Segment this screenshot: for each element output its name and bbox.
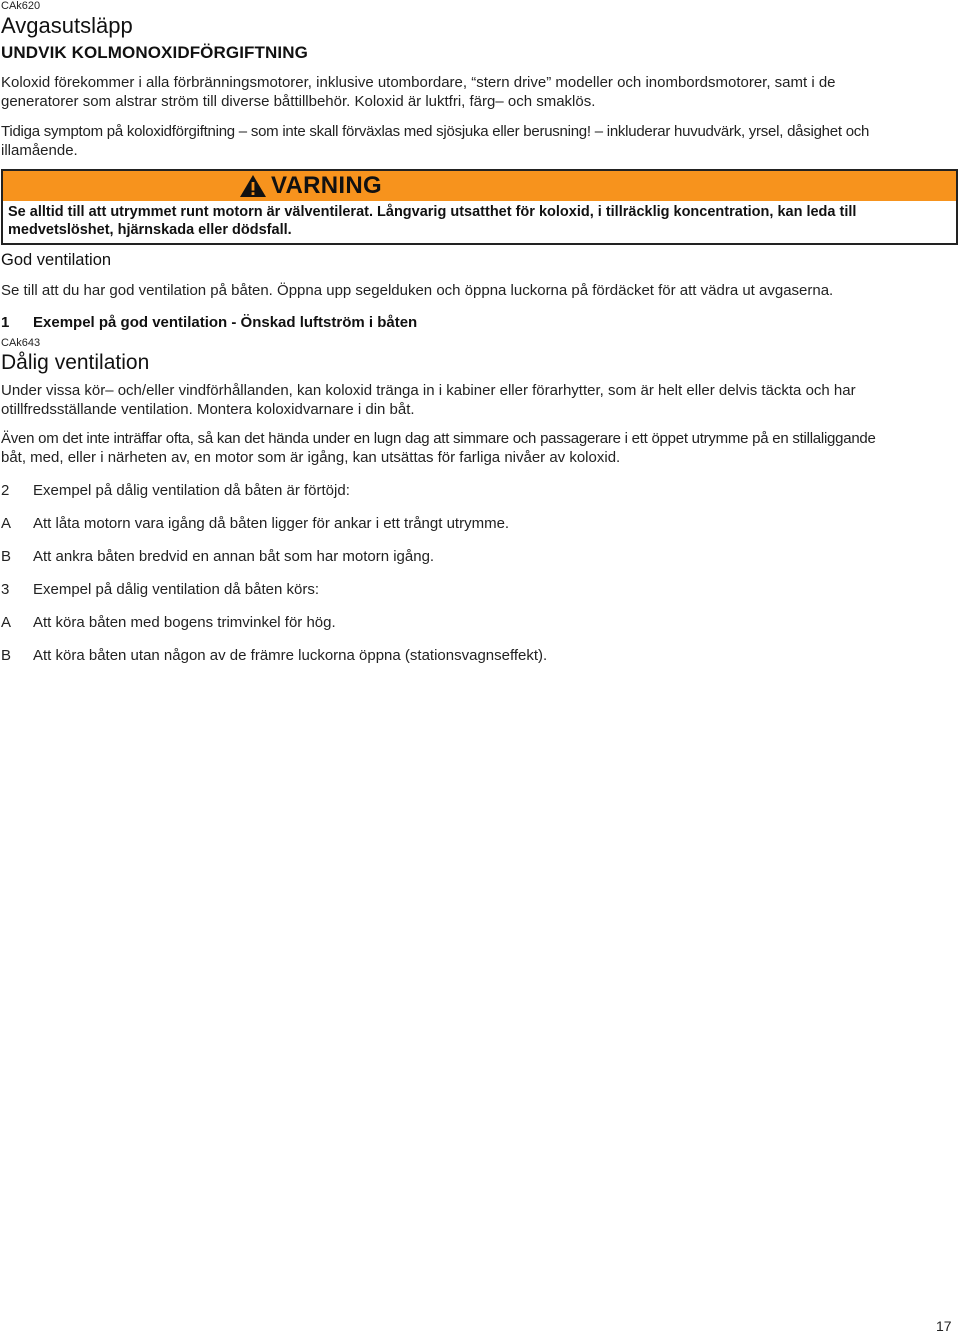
list-item [1, 614, 336, 631]
paragraph-line: Även om det inte inträffar ofta, så kan det hända under en lugn dag att simmare och passagerare i ett öppet utrymme på en stillaliggande [1, 430, 876, 447]
warning-line: medvetslöshet, hjärnskada eller dödsfall. [8, 222, 292, 238]
paragraph-line: otillfredsställande ventilation. Montera koloxidvarnare i din båt. [1, 401, 415, 418]
list-item [1, 581, 319, 598]
list-text: Att låta motorn vara igång då båten ligger för ankar i ett trångt utrymme. [33, 515, 510, 532]
list-item [1, 482, 350, 499]
list-text: Att köra båten utan någon av de främre luckorna öppna (stationsvagnseffekt). [33, 647, 548, 664]
paragraph-line: illamående. [1, 142, 78, 159]
section-title: Dålig ventilation [1, 351, 150, 374]
section-code: CAk620 [1, 0, 41, 12]
section-subtitle: UNDVIK KOLMONOXIDFÖRGIFTNING [1, 43, 308, 62]
good-ventilation-text: Se till att du har god ventilation på båten. Öppna upp segelduken och öppna luckorna på fördäcket för att vädra ut avgaserna. [1, 282, 834, 299]
paragraph-line: båt, med, eller i närheten av, en motor som är igång, kan utsättas för farliga nivåer av koloxid. [1, 449, 621, 466]
list-text: Att köra båten med bogens trimvinkel för hög. [33, 614, 336, 631]
paragraph-line: Under vissa kör– och/eller vindförhållanden, kan koloxid tränga in i kabiner eller förarhytter, som är helt eller delvis täckta och har [1, 382, 856, 399]
figure-caption-1 [1, 314, 417, 331]
warning-triangle-icon [239, 174, 267, 198]
page-number: 17 [936, 1318, 952, 1334]
list-item [1, 515, 509, 532]
list-marker: B [1, 548, 12, 565]
list-text: Att ankra båten bredvid en annan båt som har motorn igång. [33, 548, 435, 565]
warning-title-wrap [239, 172, 382, 200]
list-marker: A [1, 614, 12, 631]
list-marker: A [1, 515, 12, 532]
paragraph-line: Koloxid förekommer i alla förbränningsmotorer, inklusive utombordare, “stern drive” modeller och inombordsmotorer, samt i de [1, 74, 836, 91]
warning-line: Se alltid till att utrymmet runt motorn är välventilerat. Långvarig utsatthet för koloxid, i tillräcklig koncentration, kan leda till [8, 204, 857, 220]
list-text: Exempel på dålig ventilation då båten körs: [33, 581, 320, 598]
warning-text [8, 203, 953, 239]
paragraph-line: Tidiga symptom på koloxidförgiftning – som inte skall förväxlas med sjösjuka eller berusning! – inkluderar huvudvärk, yrsel, dåsighet och [1, 123, 870, 140]
list-marker: 3 [1, 581, 10, 598]
warning-header [3, 171, 956, 201]
section-code: CAk643 [1, 337, 41, 349]
list-marker: 2 [1, 482, 10, 499]
list-text: Exempel på dålig ventilation då båten är förtöjd: [33, 482, 350, 499]
paragraph-line: generatorer som alstrar ström till diverse båttillbehör. Koloxid är luktfri, färg– och smaklös. [1, 93, 596, 110]
good-ventilation-title: God ventilation [1, 251, 112, 269]
list-item [1, 647, 547, 664]
list-marker: B [1, 647, 12, 664]
warning-title: VARNING [271, 172, 382, 199]
section-title: Avgasutsläpp [1, 13, 133, 38]
warning-box [1, 169, 958, 245]
figure-number: 1 [1, 314, 10, 331]
list-item [1, 548, 434, 565]
figure-caption-text: Exempel på god ventilation - Önskad luftström i båten [33, 314, 418, 331]
